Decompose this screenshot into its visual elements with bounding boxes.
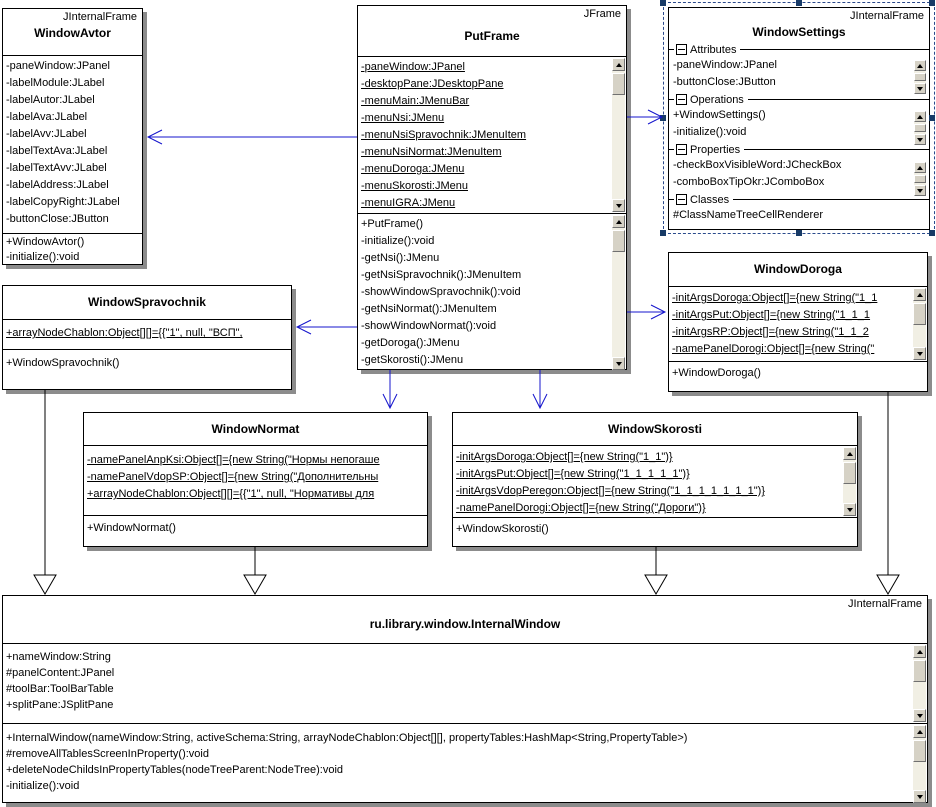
generalization-windowskorosti-internalwindow[interactable] (645, 547, 667, 594)
scroll-track[interactable] (843, 484, 856, 503)
section-label: Operations (690, 93, 744, 106)
attribute: -initArgsDoroga:Object[]={new String("1_1")} (456, 451, 673, 463)
attribute: -paneWindow:JPanel (6, 60, 110, 72)
operation: +deleteNodeChildsInPropertyTables(nodeTreeParent:NodeTree):void (6, 764, 344, 776)
scroll-up-icon[interactable] (913, 725, 926, 738)
operation: -showWindowSpravochnik():void (361, 286, 521, 298)
scrollbar[interactable] (612, 215, 625, 370)
attribute: -initArgsPut:Object[]={new String("1_1_1_1_1")} (456, 468, 690, 480)
attribute: -menuSkorosti:JMenu (361, 180, 468, 192)
class-name: WindowNormat (211, 422, 300, 436)
scroll-up-icon[interactable] (913, 288, 926, 301)
stereotype-label: JFrame (583, 8, 621, 20)
attribute: -buttonClose:JButton (673, 76, 776, 88)
scroll-down-icon[interactable] (843, 503, 856, 516)
scrollbar[interactable] (913, 288, 926, 360)
scroll-up-icon[interactable] (612, 215, 625, 228)
scroll-track[interactable] (913, 762, 926, 790)
stereotype-label: JInternalFrame (850, 10, 924, 22)
scroll-thumb[interactable] (913, 303, 926, 325)
stereotype-label: JInternalFrame (848, 598, 922, 610)
scrollbar[interactable] (913, 725, 926, 803)
connector-putframe-to-windowavtor[interactable] (148, 130, 357, 144)
section-label: Classes (690, 193, 730, 206)
attribute: -menuMain:JMenuBar (361, 95, 470, 107)
attribute: -labelAutor:JLabel (6, 94, 95, 106)
scroll-track[interactable] (612, 252, 625, 357)
class-box-windowdoroga[interactable] (668, 252, 928, 392)
operation: #removeAllTablesScreenInProperty():void (6, 748, 209, 760)
operation: +PutFrame() (361, 218, 424, 230)
operation: -initialize():void (361, 235, 435, 247)
selection-handle[interactable] (796, 230, 802, 236)
section-label: Attributes (690, 43, 737, 56)
operation: -initialize():void (6, 251, 80, 263)
scroll-thumb[interactable] (612, 230, 625, 252)
operation: +WindowSettings() (673, 109, 766, 121)
attribute: -namePanelDorogi:Object[]={new String(" (672, 343, 875, 355)
scrollbar[interactable] (913, 645, 926, 722)
class-box-windownormat[interactable] (83, 412, 428, 547)
scroll-track[interactable] (913, 325, 926, 347)
operation: +WindowAvtor() (6, 236, 85, 248)
operation: -getNsiSpravochnik():JMenuItem (361, 269, 522, 281)
attribute: -menuNsiNormat:JMenuItem (361, 146, 502, 158)
operation: -getSkorosti():JMenu (361, 354, 464, 366)
class-box-internalwindow[interactable] (2, 595, 928, 803)
section-label: Properties (690, 143, 741, 156)
attribute: -paneWindow:JPanel (673, 59, 777, 71)
selection-handle[interactable] (660, 230, 666, 236)
class-box-putframe[interactable] (357, 5, 627, 370)
operation: +InternalWindow(nameWindow:String, activeSchema:String, arrayNodeChablon:Object[][], propertyTables:HashMap<String,PropertyTable>) (6, 732, 688, 744)
attribute: +nameWindow:String (6, 651, 111, 663)
scroll-track[interactable] (913, 682, 926, 709)
operation: +WindowSkorosti() (456, 523, 549, 535)
generalization-windowdoroga-internalwindow[interactable] (877, 392, 899, 594)
scroll-down-icon[interactable] (612, 357, 625, 370)
scroll-up-icon[interactable] (843, 447, 856, 460)
attribute: -labelAva:JLabel (6, 111, 88, 123)
attribute: #panelContent:JPanel (6, 667, 115, 679)
scroll-down-icon[interactable] (913, 709, 926, 722)
scroll-down-icon[interactable] (913, 347, 926, 360)
scroll-up-icon[interactable] (913, 645, 926, 658)
class-name: ru.library.window.InternalWindow (369, 617, 561, 631)
scroll-down-icon[interactable] (913, 790, 926, 803)
attribute: #toolBar:ToolBarTable (6, 683, 114, 695)
class-name: WindowSpravochnik (88, 295, 206, 309)
operation: -showWindowNormat():void (361, 320, 497, 332)
attribute: -initArgsDoroga:Object[]={new String("1_1 (672, 292, 878, 304)
operation: +WindowDoroga() (672, 367, 761, 379)
connector-putframe-to-windowdoroga[interactable] (627, 305, 665, 319)
attribute: -buttonClose:JButton (6, 213, 109, 225)
operation: +WindowSpravochnik() (6, 357, 120, 369)
selection-handle[interactable] (796, 0, 802, 6)
class-name: WindowSkorosti (608, 422, 702, 436)
attribute: -labelAvv:JLabel (6, 128, 87, 140)
connector-putframe-to-windowsettings[interactable] (627, 110, 662, 124)
attribute: -namePanelVdopSP:Object[]={new String("Дополнительны (87, 471, 379, 483)
selection-handle[interactable] (660, 0, 666, 6)
property: -checkBoxVisibleWord:JCheckBox (673, 159, 842, 171)
attribute: -menuDoroga:JMenu (361, 163, 465, 175)
class-name: WindowDoroga (754, 262, 842, 276)
class-name: WindowAvtor (34, 26, 111, 40)
attribute: -menuIGRA:JMenu (361, 197, 456, 209)
class-box-windowskorosti[interactable] (452, 412, 858, 547)
scroll-thumb[interactable] (843, 462, 856, 484)
scroll-up-icon[interactable] (612, 58, 625, 71)
operation: -getNsi():JMenu (361, 252, 440, 264)
selection-outline (663, 2, 935, 234)
attribute: -labelModule:JLabel (6, 77, 105, 89)
connector-putframe-to-windowskorosti[interactable] (533, 370, 547, 408)
operation: -getDoroga():JMenu (361, 337, 460, 349)
connector-putframe-to-windownormat[interactable] (383, 370, 397, 408)
operation: -getNsiNormat():JMenuItem (361, 303, 497, 315)
attribute: -namePanelDorogi:Object[]={new String("Дороги")} (456, 502, 706, 514)
inner-class: #ClassNameTreeCellRenderer (673, 209, 823, 221)
attribute: -labelTextAva:JLabel (6, 145, 108, 157)
generalization-windowspravochnik-internalwindow[interactable] (34, 390, 56, 594)
scroll-thumb[interactable] (913, 660, 926, 682)
operation: +WindowNormat() (87, 522, 176, 534)
scroll-down-icon[interactable] (612, 199, 625, 212)
property: -comboBoxTipOkr:JComboBox (673, 176, 825, 188)
scroll-track[interactable] (612, 95, 625, 199)
attribute: +arrayNodeChablon:Object[][]={{"1", null, "ВСП", (6, 327, 243, 339)
attribute: -labelTextAvv:JLabel (6, 162, 107, 174)
attribute: -desktopPane:JDesktopPane (361, 78, 504, 90)
attribute: -initArgsPut:Object[]={new String("1_1_1 (672, 309, 871, 321)
class-name: PutFrame (464, 29, 520, 43)
class-name: WindowSettings (752, 25, 846, 39)
selection-handle[interactable] (660, 115, 666, 121)
stereotype-label: JInternalFrame (63, 11, 137, 23)
operation: -initialize():void (673, 126, 747, 138)
attribute: +splitPane:JSplitPane (6, 699, 114, 711)
attribute: -paneWindow:JPanel (361, 61, 465, 73)
attribute: +arrayNodeChablon:Object[][]={{"1", null, "Нормативы для (87, 488, 375, 500)
connector-putframe-to-windowspravochnik[interactable] (297, 320, 357, 334)
selection-handle[interactable] (929, 115, 935, 121)
attribute: -menuNsi:JMenu (361, 112, 445, 124)
attribute: -menuNsiSpravochnik:JMenuItem (361, 129, 527, 141)
attribute: -labelCopyRight:JLabel (6, 196, 120, 208)
scroll-thumb[interactable] (913, 740, 926, 762)
scrollbar[interactable] (612, 58, 625, 212)
class-box-windowspravochnik[interactable] (2, 285, 292, 390)
operation: -initialize():void (6, 780, 80, 792)
selection-handle[interactable] (929, 0, 935, 6)
scrollbar[interactable] (843, 447, 856, 516)
class-box-windowavtor[interactable] (2, 8, 143, 265)
generalization-windownormat-internalwindow[interactable] (244, 547, 266, 594)
attribute: -labelAddress:JLabel (6, 179, 109, 191)
selection-handle[interactable] (929, 230, 935, 236)
attribute: -initArgsRP:Object[]={new String("1_1_2 (672, 326, 869, 338)
attribute: -initArgsVdopPeregon:Object[]={new String("1_1_1_1_1_1_1")} (456, 485, 765, 497)
scroll-thumb[interactable] (612, 73, 625, 95)
attribute: -namePanelAnpKsi:Object[]={new String("Нормы непогаше (87, 454, 380, 466)
